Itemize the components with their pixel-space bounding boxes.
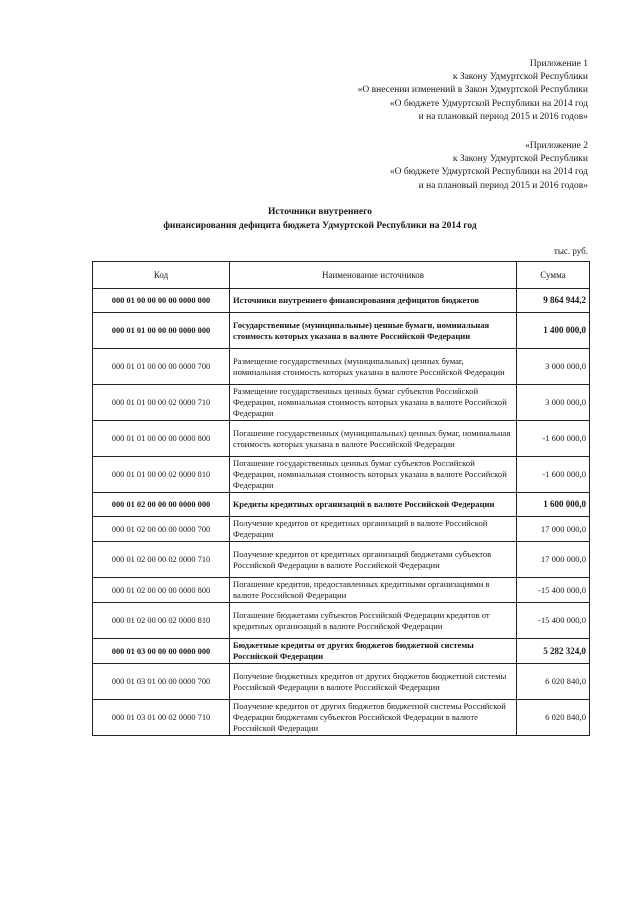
row-name: Погашение государственных (муниципальных) ценных бумаг, номинальная стоимость которых указана в валюте Российской Федерации xyxy=(230,421,517,457)
appendix-1-line: «О бюджете Удмуртской Республики на 2014 год xyxy=(389,98,588,109)
row-sum: 6 020 840,0 xyxy=(517,700,590,736)
header-sum: Сумма xyxy=(517,262,590,289)
appendix-2-header xyxy=(390,140,588,193)
appendix-2-line: и на плановый период 2015 и 2016 годов» xyxy=(418,180,588,191)
row-sum: 3 000 000,0 xyxy=(517,385,590,421)
row-sum: 9 864 944,2 xyxy=(517,289,590,313)
table-row xyxy=(93,385,590,421)
row-code: 000 01 03 01 00 02 0000 710 xyxy=(93,700,230,736)
row-name: Погашение государственных ценных бумаг субъектов Российской Федерации, номинальная стоимость которых указана в валюте Российской Федерации xyxy=(230,457,517,493)
row-name: Размещение государственных ценных бумаг субъектов Российской Федерации, номинальная стоимость которых указана в валюте Российской Федерации xyxy=(230,385,517,421)
row-code: 000 01 02 00 00 00 0000 800 xyxy=(93,578,230,603)
table-row xyxy=(93,542,590,578)
table-body xyxy=(93,289,590,736)
row-code: 000 01 01 00 00 00 0000 800 xyxy=(93,421,230,457)
row-name: Государственные (муниципальные) ценные бумаги, номинальная стоимость которых указана в валюте Российской Федерации xyxy=(230,313,517,349)
header-name: Наименование источников xyxy=(230,262,517,289)
table-row xyxy=(93,578,590,603)
row-code: 000 01 01 00 00 00 0000 700 xyxy=(93,349,230,385)
row-sum: -1 600 000,0 xyxy=(517,421,590,457)
row-sum: -15 400 000,0 xyxy=(517,603,590,639)
row-name: Погашение кредитов, предоставленных кредитными организациями в валюте Российской Федерации xyxy=(230,578,517,603)
row-sum: 17 000 000,0 xyxy=(517,517,590,542)
row-code: 000 01 02 00 00 02 0000 710 xyxy=(93,542,230,578)
header-code: Код xyxy=(93,262,230,289)
row-code: 000 01 03 00 00 00 0000 000 xyxy=(93,639,230,664)
appendix-1-header xyxy=(358,58,588,124)
table-row xyxy=(93,517,590,542)
document-title xyxy=(0,205,640,233)
row-name: Источники внутреннего финансирования дефицитов бюджетов xyxy=(230,289,517,313)
row-name: Размещение государственных (муниципальных) ценных бумаг, номинальная стоимость которых указана в валюте Российской Федерации xyxy=(230,349,517,385)
row-code: 000 01 02 00 00 00 0000 700 xyxy=(93,517,230,542)
row-sum: 3 000 000,0 xyxy=(517,349,590,385)
row-sum: -15 400 000,0 xyxy=(517,578,590,603)
table-row xyxy=(93,313,590,349)
table-row xyxy=(93,603,590,639)
row-name: Получение кредитов от других бюджетов бюджетной системы Российской Федерации бюджетами субъектов Российской Федерации в валюте Российской Федерации xyxy=(230,700,517,736)
table-row xyxy=(93,289,590,313)
table-row xyxy=(93,421,590,457)
title-line-2: финансирования дефицита бюджета Удмуртской Республики на 2014 год xyxy=(163,221,477,231)
row-code: 000 01 03 01 00 00 0000 700 xyxy=(93,664,230,700)
table-row xyxy=(93,457,590,493)
appendix-2-line: к Закону Удмуртской Республики xyxy=(452,154,588,165)
table-row xyxy=(93,493,590,517)
row-name: Погашение бюджетами субъектов Российской Федерации кредитов от кредитных организаций в валюте Российской Федерации xyxy=(230,603,517,639)
row-sum: 1 600 000,0 xyxy=(517,493,590,517)
table-row xyxy=(93,639,590,664)
row-name: Получение кредитов от кредитных организаций бюджетами субъектов Российской Федерации в валюте Российской Федерации xyxy=(230,542,517,578)
row-name: Получение кредитов от кредитных организаций в валюте Российской Федерации xyxy=(230,517,517,542)
appendix-2-line: «Приложение 2 xyxy=(525,141,588,151)
row-code: 000 01 01 00 00 02 0000 710 xyxy=(93,385,230,421)
appendix-1-line: к Закону Удмуртской Республики xyxy=(452,72,588,83)
row-sum: 17 000 000,0 xyxy=(517,542,590,578)
row-code: 000 01 02 00 00 00 0000 000 xyxy=(93,493,230,517)
units-label: тыс. руб. xyxy=(553,246,588,256)
row-sum: 1 400 000,0 xyxy=(517,313,590,349)
table-row xyxy=(93,700,590,736)
row-code: 000 01 02 00 00 02 0000 810 xyxy=(93,603,230,639)
row-sum: 5 282 324,0 xyxy=(517,639,590,664)
title-line-1: Источники внутреннего xyxy=(268,207,372,217)
appendix-1-line: Приложение 1 xyxy=(529,59,588,69)
row-name: Получение бюджетных кредитов от других бюджетов бюджетной системы Российской Федерации в валюте Российской Федерации xyxy=(230,664,517,700)
row-code: 000 01 01 00 00 00 0000 000 xyxy=(93,313,230,349)
row-sum: -1 600 000,0 xyxy=(517,457,590,493)
row-code: 000 01 00 00 00 00 0000 000 xyxy=(93,289,230,313)
financing-sources-table xyxy=(92,261,590,736)
row-sum: 6 020 840,0 xyxy=(517,664,590,700)
table-header-row xyxy=(93,262,590,289)
row-name: Кредиты кредитных организаций в валюте Российской Федерации xyxy=(230,493,517,517)
appendix-2-line: «О бюджете Удмуртской Республики на 2014 год xyxy=(389,167,588,178)
row-name: Бюджетные кредиты от других бюджетов бюджетной системы Российской Федерации xyxy=(230,639,517,664)
table-row xyxy=(93,349,590,385)
table-row xyxy=(93,664,590,700)
appendix-1-line: «О внесении изменений в Закон Удмуртской Республики xyxy=(357,85,588,96)
row-code: 000 01 01 00 00 02 0000 810 xyxy=(93,457,230,493)
appendix-1-line: и на плановый период 2015 и 2016 годов» xyxy=(418,111,588,122)
